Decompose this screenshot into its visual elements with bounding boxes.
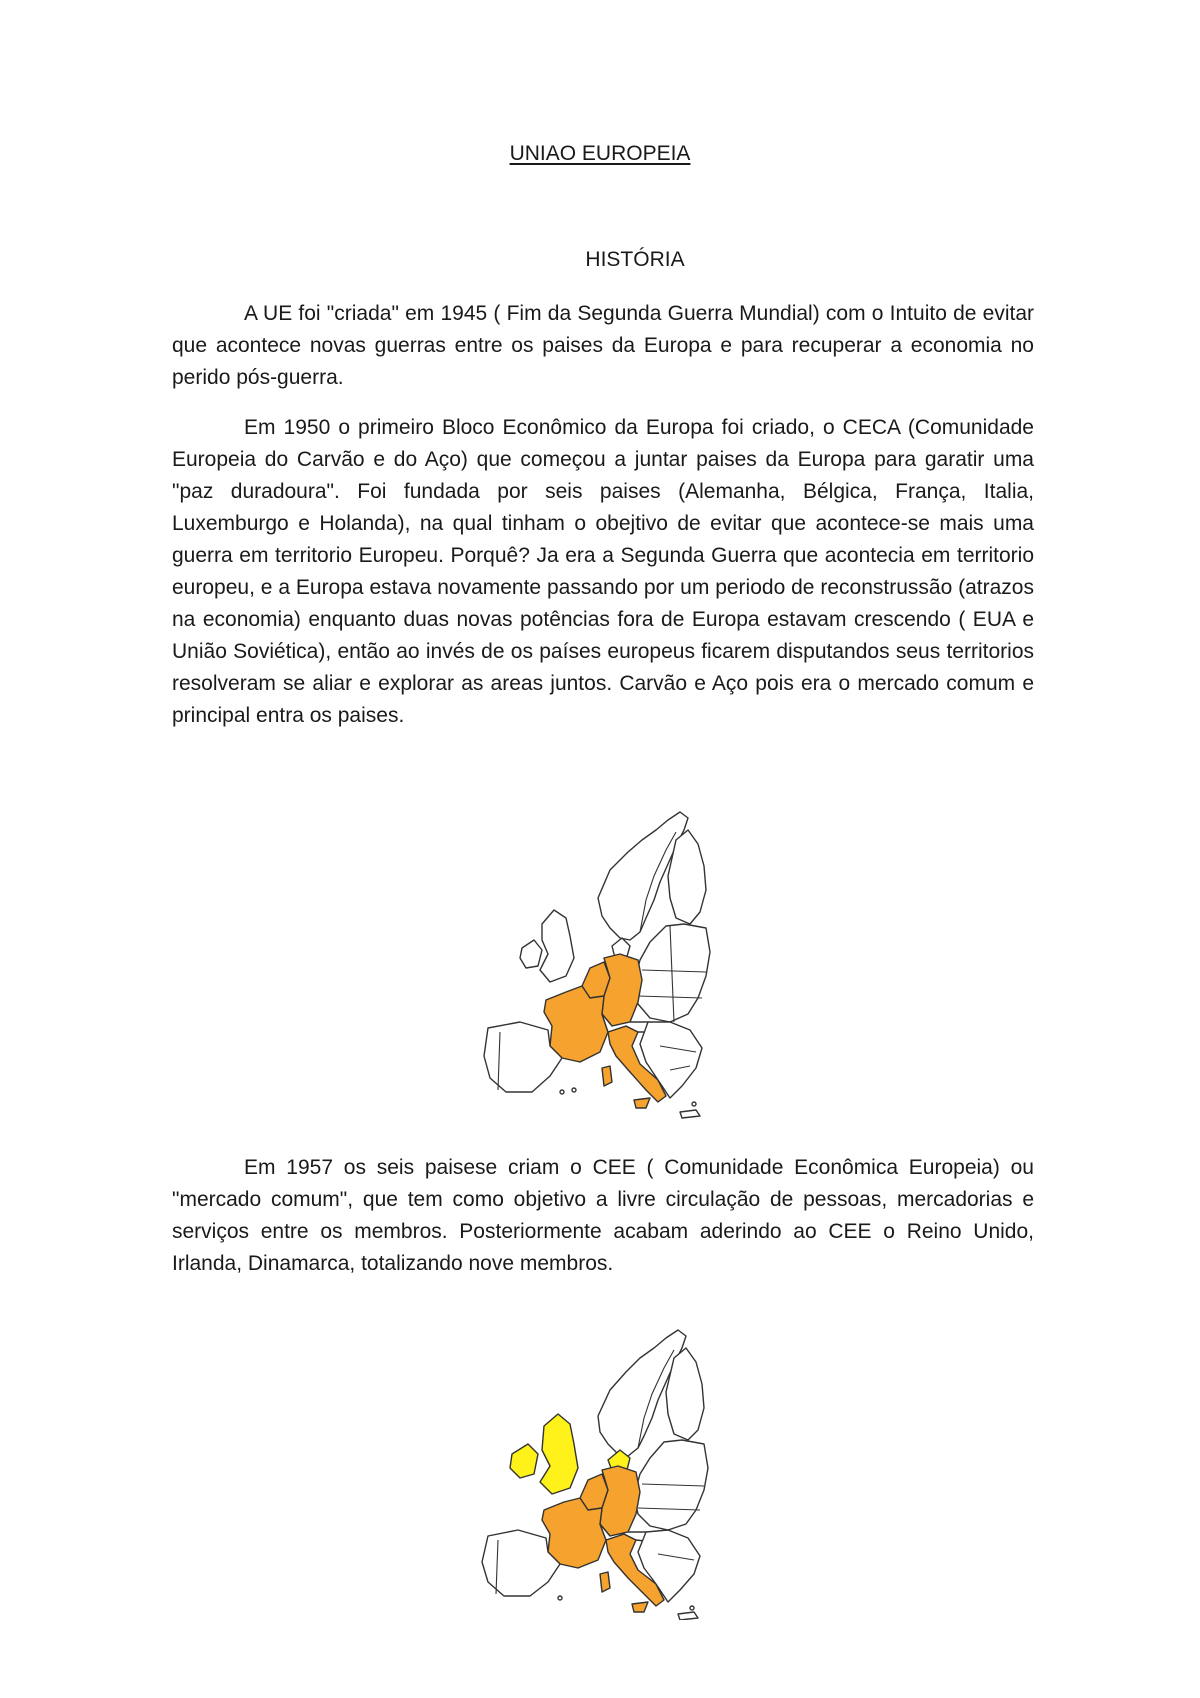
- document-title: UNIAO EUROPEIA: [509, 142, 691, 165]
- map-2-ireland: [510, 1444, 538, 1478]
- section-heading-historia: HISTÓRIA: [585, 248, 685, 271]
- map-2-iberia: [482, 1530, 560, 1596]
- map-1-iberia: [484, 1022, 562, 1092]
- map-2-svg: [470, 1320, 730, 1620]
- map-1-island: [560, 1090, 564, 1094]
- map-1-britain: [540, 910, 574, 982]
- paragraph-1: A UE foi "criada" em 1945 ( Fim da Segunda Guerra Mundial) com o Intuito de evitar que acontece novas guerras entre os paises da Europa e para recuperar a economia no perido pós-guerra.: [172, 302, 1034, 389]
- map-1-sardinia: [602, 1066, 612, 1086]
- paragraph-2: Em 1950 o primeiro Bloco Econômico da Europa foi criado, o CECA (Comunidade Europeia do Carvão e do Aço) que começou a juntar paises da Europa para garatir uma "paz duradoura". Foi fundada por seis paises (Alemanha, Bélgica, França, Italia, Luxemburgo e Holanda), na qual tinham o obejtivo de evitar que acontece-se mais uma guerra em territorio Europeu. Porquê? Ja era a Segunda Guerra que acontecia em territorio europeu, e a Europa estava novamente passando por um periodo de reconstrussão (atrazos na economia) enquanto duas novas potências fora de Europa estavam crescendo ( EUA e União Soviética), então ao invés de os países europeus ficarem disputandos seus territorios resolveram se aliar e explorar as areas juntos. Carvão e Aço pois era o mercado comum e principal entra os paises.: [172, 416, 1034, 727]
- paragraph-3: Em 1957 os seis paisese criam o CEE ( Comunidade Econômica Europeia) ou "mercado comum", que tem como objetivo a livre circulação de pessoas, mercadorias e serviços entre os membros. Posteriormente acabam aderindo ao CEE o Reino Unido, Irlanda, Dinamarca, totalizando nove membros.: [172, 1156, 1034, 1275]
- map-2-sicily: [632, 1602, 648, 1612]
- map-2-crete: [678, 1612, 698, 1620]
- map-2-island: [690, 1606, 694, 1610]
- map-europe-ceca-members: [470, 800, 730, 1120]
- map-europe-cee-members: [470, 1320, 730, 1620]
- map-1-svg: [470, 800, 730, 1120]
- map-2-britain: [540, 1414, 578, 1494]
- map-1-ireland: [520, 940, 542, 968]
- map-1-crete: [680, 1110, 700, 1118]
- map-1-germany: [602, 954, 642, 1026]
- map-2-island: [558, 1596, 562, 1600]
- map-2-germany: [600, 1466, 640, 1536]
- map-1-island: [692, 1102, 696, 1106]
- map-2-sardinia: [600, 1572, 610, 1592]
- map-1-sicily: [634, 1098, 650, 1108]
- map-1-island: [572, 1088, 576, 1092]
